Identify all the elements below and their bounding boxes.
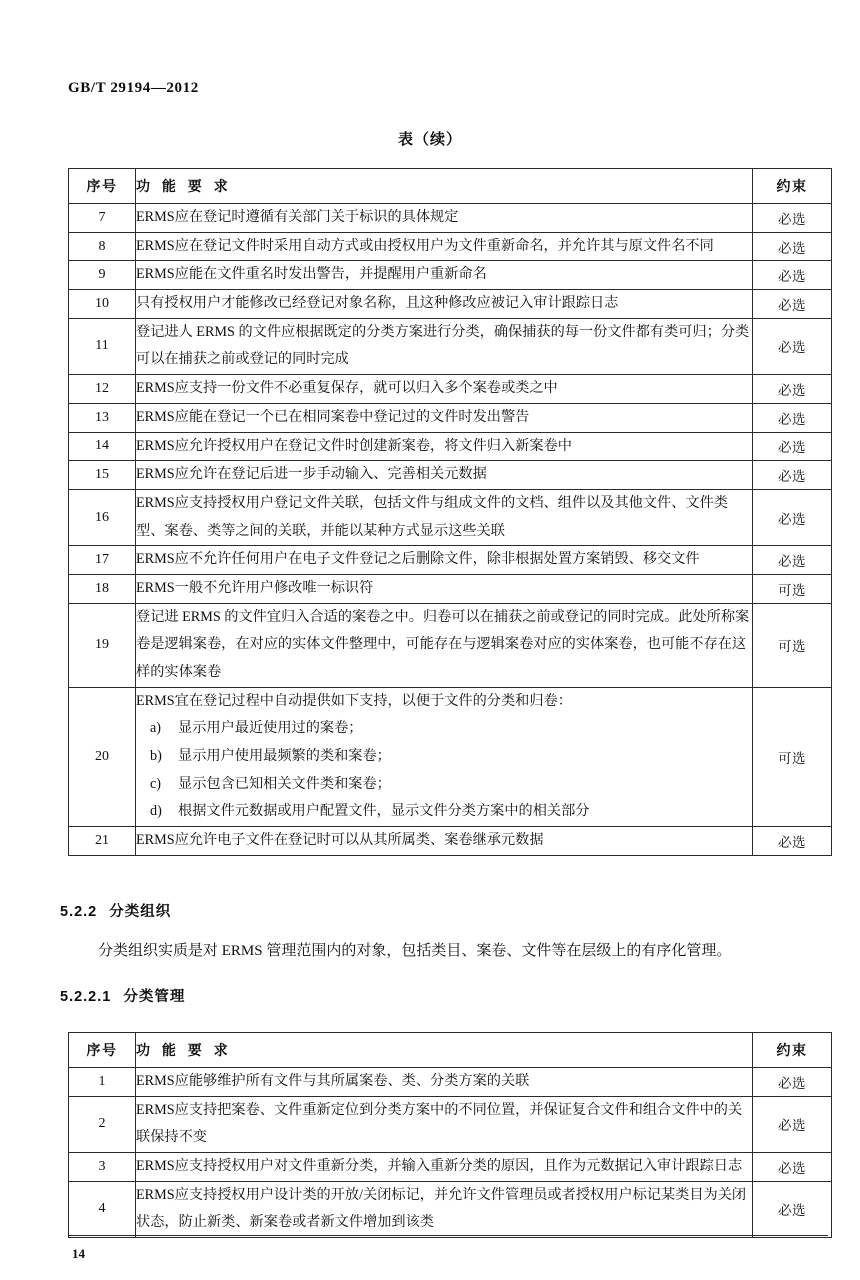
row-constraint: 必选 bbox=[753, 232, 832, 261]
row-number: 15 bbox=[69, 461, 136, 490]
table-row bbox=[69, 574, 832, 603]
sub-item-text: 根据文件元数据或用户配置文件，显示文件分类方案中的相关部分 bbox=[178, 803, 590, 820]
row-constraint: 必选 bbox=[753, 375, 832, 404]
table-row bbox=[69, 403, 832, 432]
section-number: 5.2.2 bbox=[60, 904, 98, 920]
table-row bbox=[69, 827, 832, 856]
row-number: 10 bbox=[69, 290, 136, 319]
row-constraint: 必选 bbox=[753, 261, 832, 290]
row-requirement bbox=[136, 290, 753, 319]
section-heading-522 bbox=[60, 900, 171, 921]
table-row bbox=[69, 290, 832, 319]
row-constraint: 可选 bbox=[753, 574, 832, 603]
row-requirement bbox=[136, 1096, 753, 1152]
row-constraint: 必选 bbox=[753, 432, 832, 461]
requirement-text: ERMS应允许电子文件在登记时可以从其所属类、案卷继承元数据 bbox=[136, 832, 544, 849]
row-constraint: 必选 bbox=[753, 318, 832, 374]
sub-item bbox=[136, 715, 752, 743]
requirement-text: ERMS应允许授权用户在登记文件时创建新案卷，将文件归入新案卷中 bbox=[136, 437, 572, 454]
row-constraint: 必选 bbox=[753, 546, 832, 575]
table-row bbox=[69, 1068, 832, 1097]
standard-number-header: GB/T 29194—2012 bbox=[68, 80, 199, 96]
sub-item-marker: c) bbox=[150, 775, 162, 792]
requirement-text: ERMS应允许在登记后进一步手动输入、完善相关元数据 bbox=[136, 466, 487, 483]
row-number: 20 bbox=[69, 687, 136, 826]
requirement-text: ERMS应支持把案卷、文件重新定位到分类方案中的不同位置，并保证复合文件和组合文件中的关联保持不变 bbox=[136, 1101, 743, 1146]
row-number: 9 bbox=[69, 261, 136, 290]
row-requirement bbox=[136, 1068, 753, 1097]
row-requirement bbox=[136, 318, 753, 374]
sub-item-text: 显示用户最近使用过的案卷； bbox=[178, 720, 363, 737]
table-row bbox=[69, 232, 832, 261]
table-row bbox=[69, 461, 832, 490]
column-header-constraint: 约束 bbox=[753, 169, 832, 204]
requirement-text: ERMS一般不允许用户修改唯一标识符 bbox=[136, 579, 374, 596]
section-title: 分类组织 bbox=[109, 904, 172, 920]
table-row bbox=[69, 261, 832, 290]
row-number: 2 bbox=[69, 1096, 136, 1152]
row-requirement bbox=[136, 603, 753, 687]
row-number: 18 bbox=[69, 574, 136, 603]
requirement-text: ERMS应不允许任何用户在电子文件登记之后删除文件，除非根据处置方案销毁、移交文件 bbox=[136, 551, 700, 568]
requirements-table-classification bbox=[68, 1032, 832, 1238]
column-header-constraint: 约束 bbox=[753, 1033, 832, 1068]
table-row bbox=[69, 1153, 832, 1182]
table-row bbox=[69, 489, 832, 545]
row-requirement bbox=[136, 687, 753, 826]
row-constraint: 必选 bbox=[753, 489, 832, 545]
row-number: 11 bbox=[69, 318, 136, 374]
row-number: 7 bbox=[69, 204, 136, 233]
table-row bbox=[69, 1181, 832, 1237]
requirement-text: ERMS应能够维护所有文件与其所属案卷、类、分类方案的关联 bbox=[136, 1073, 530, 1089]
row-constraint: 必选 bbox=[753, 290, 832, 319]
column-header-no: 序号 bbox=[69, 169, 136, 204]
row-requirement bbox=[136, 375, 753, 404]
table-row bbox=[69, 546, 832, 575]
row-number: 17 bbox=[69, 546, 136, 575]
requirement-text: ERMS应在登记时遵循有关部门关于标识的具体规定 bbox=[136, 209, 459, 225]
row-number: 13 bbox=[69, 403, 136, 432]
column-header-requirement: 功 能 要 求 bbox=[136, 169, 753, 204]
table-row bbox=[69, 687, 832, 826]
table-row bbox=[69, 204, 832, 233]
row-number: 14 bbox=[69, 432, 136, 461]
column-header-requirement: 功 能 要 求 bbox=[136, 1033, 753, 1068]
row-requirement bbox=[136, 232, 753, 261]
requirement-text: ERMS应能在文件重名时发出警告，并提醒用户重新命名 bbox=[136, 266, 487, 283]
requirement-text: ERMS宜在登记过程中自动提供如下支持，以便于文件的分类和归卷： bbox=[136, 692, 572, 709]
row-number: 8 bbox=[69, 232, 136, 261]
requirement-text: 只有授权用户才能修改已经登记对象名称，且这种修改应被记入审计跟踪日志 bbox=[136, 295, 619, 312]
row-number: 21 bbox=[69, 827, 136, 856]
row-constraint: 必选 bbox=[753, 1096, 832, 1152]
row-number: 12 bbox=[69, 375, 136, 404]
row-requirement bbox=[136, 827, 753, 856]
sub-item-text: 显示用户使用最频繁的类和案卷； bbox=[178, 748, 391, 765]
sub-item-marker: d) bbox=[150, 803, 162, 820]
section-522-paragraph: 分类组织实质是对 ERMS 管理范围内的对象，包括类目、案卷、文件等在层级上的有序化管理。 bbox=[98, 943, 732, 959]
requirements-table-continued bbox=[68, 168, 832, 856]
requirement-text: ERMS应支持授权用户对文件重新分类，并输入重新分类的原因，且作为元数据记入审计跟踪日志 bbox=[136, 1158, 743, 1175]
row-requirement bbox=[136, 1181, 753, 1237]
requirement-text: ERMS应能在登记一个已在相同案卷中登记过的文件时发出警告 bbox=[136, 408, 530, 425]
section-number: 5.2.2.1 bbox=[60, 989, 112, 1005]
section-title: 分类管理 bbox=[123, 989, 186, 1005]
requirement-text: ERMS应支持授权用户登记文件关联，包括文件与组成文件的文档、组件以及其他文件、文件类型、案卷、类等之间的关联，并能以某种方式显示这些关联 bbox=[136, 494, 728, 539]
table-header-row bbox=[69, 169, 832, 204]
row-requirement bbox=[136, 261, 753, 290]
sub-item bbox=[136, 743, 752, 771]
row-number: 1 bbox=[69, 1068, 136, 1097]
column-header-no: 序号 bbox=[69, 1033, 136, 1068]
sub-item-text: 显示包含已知相关文件类和案卷； bbox=[178, 775, 391, 792]
page-number: 14 bbox=[72, 1246, 85, 1261]
requirement-text: ERMS应支持授权用户设计类的开放/关闭标记，并允许文件管理员或者授权用户标记某类目为关闭状态，防止新类、新案卷或者新文件增加到该类 bbox=[136, 1186, 747, 1231]
footer-divider bbox=[68, 1235, 828, 1236]
row-requirement bbox=[136, 432, 753, 461]
row-number: 16 bbox=[69, 489, 136, 545]
row-constraint: 必选 bbox=[753, 403, 832, 432]
row-requirement bbox=[136, 574, 753, 603]
section-heading-5221 bbox=[60, 985, 185, 1006]
row-constraint: 可选 bbox=[753, 687, 832, 826]
requirement-text: 登记进人 ERMS 的文件应根据既定的分类方案进行分类，确保捕获的每一份文件都有类可归；分类可以在捕获之前或登记的同时完成 bbox=[136, 323, 750, 368]
sub-item bbox=[136, 798, 752, 826]
row-requirement bbox=[136, 461, 753, 490]
row-requirement bbox=[136, 489, 753, 545]
requirement-text: 登记进 ERMS 的文件宜归入合适的案卷之中。归卷可以在捕获之前或登记的同时完成。此处所称案卷是逻辑案卷，在对应的实体文件整理中，可能存在与逻辑案卷对应的实体案卷，也可能不存在这样的实体案卷 bbox=[136, 608, 750, 680]
row-constraint: 必选 bbox=[753, 461, 832, 490]
table-row bbox=[69, 603, 832, 687]
row-constraint: 必选 bbox=[753, 1181, 832, 1237]
table-row bbox=[69, 1096, 832, 1152]
requirement-text: ERMS应支持一份文件不必重复保存，就可以归入多个案卷或类之中 bbox=[136, 380, 558, 397]
row-requirement bbox=[136, 403, 753, 432]
table-body bbox=[69, 204, 832, 856]
row-requirement bbox=[136, 546, 753, 575]
table-body bbox=[69, 1068, 832, 1238]
row-number: 4 bbox=[69, 1181, 136, 1237]
requirement-sub-list bbox=[136, 715, 752, 826]
row-constraint: 必选 bbox=[753, 1068, 832, 1097]
row-number: 3 bbox=[69, 1153, 136, 1182]
table-header-row bbox=[69, 1033, 832, 1068]
table-caption-continued: 表（续） bbox=[397, 131, 462, 148]
row-requirement bbox=[136, 1153, 753, 1182]
row-requirement bbox=[136, 204, 753, 233]
table-row bbox=[69, 375, 832, 404]
requirement-text: ERMS应在登记文件时采用自动方式或由授权用户为文件重新命名，并允许其与原文件名不同 bbox=[136, 237, 714, 254]
row-constraint: 必选 bbox=[753, 1153, 832, 1182]
sub-item bbox=[136, 771, 752, 799]
sub-item-marker: b) bbox=[150, 748, 162, 765]
row-number: 19 bbox=[69, 603, 136, 687]
row-constraint: 必选 bbox=[753, 204, 832, 233]
sub-item-marker: a) bbox=[150, 720, 162, 737]
row-constraint: 可选 bbox=[753, 603, 832, 687]
table-row bbox=[69, 432, 832, 461]
row-constraint: 必选 bbox=[753, 827, 832, 856]
table-row bbox=[69, 318, 832, 374]
